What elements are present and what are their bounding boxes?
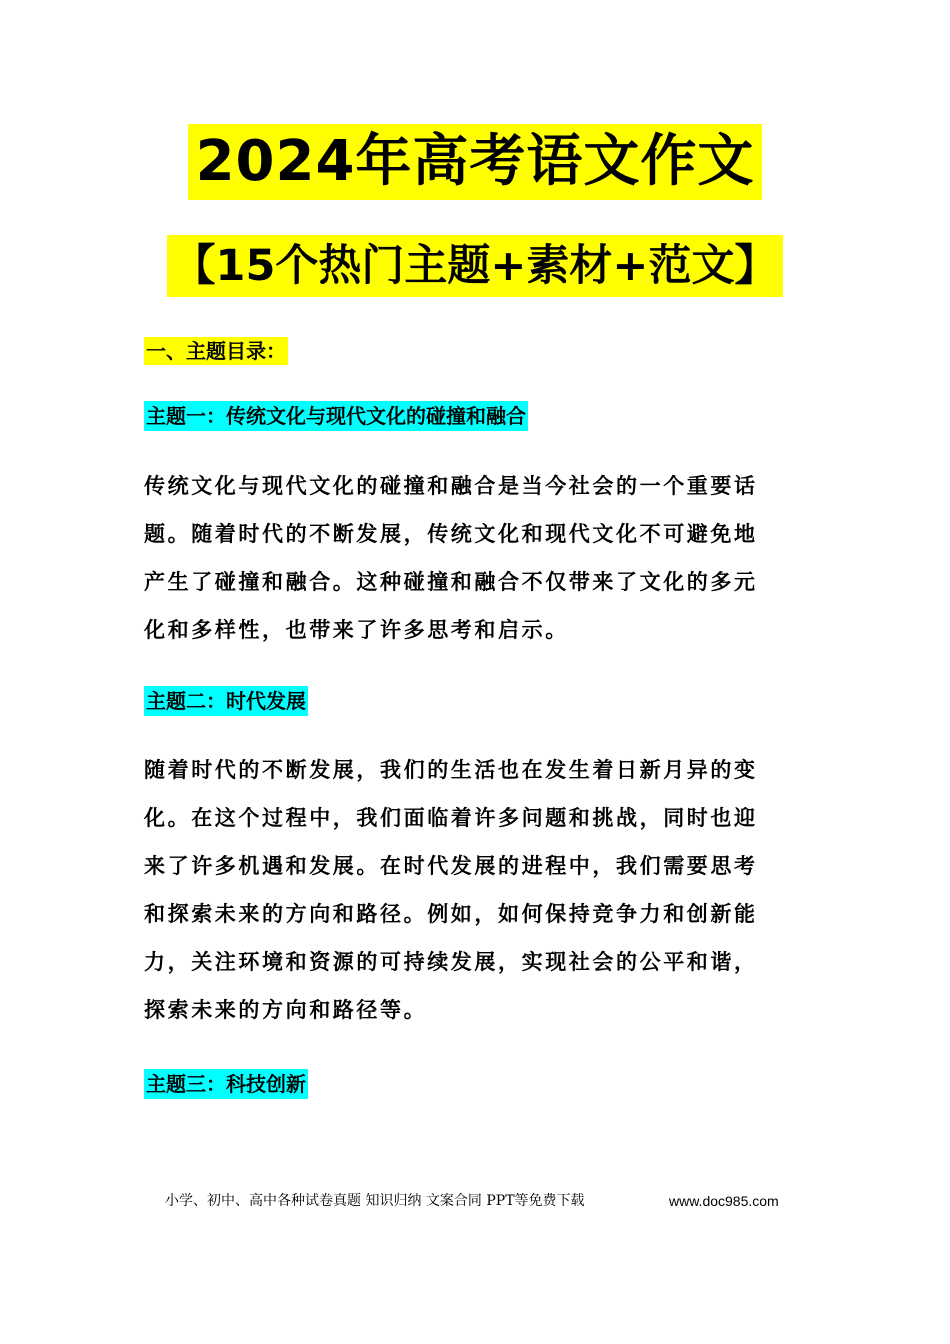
paragraph-line: 化和多样性，也带来了许多思考和启示。: [144, 618, 569, 642]
document-title: [0, 124, 950, 200]
topic-heading-1: 主题一：传统文化与现代文化的碰撞和融合: [144, 401, 528, 431]
footer-url-link[interactable]: www.doc985.com: [669, 1193, 779, 1209]
document-subtitle-text: 【15个热门主题+素材+范文】: [167, 235, 784, 297]
topic-paragraph-1: [144, 462, 814, 654]
topic-heading-2: 主题二：时代发展: [144, 686, 308, 716]
paragraph-line: 来了许多机遇和发展。在时代发展的进程中，我们需要思考: [144, 854, 758, 878]
paragraph-line: 力，关注环境和资源的可持续发展，实现社会的公平和谐，: [144, 950, 758, 974]
paragraph-line: 化。在这个过程中，我们面临着许多问题和挑战，同时也迎: [144, 806, 758, 830]
topic-heading-3: 主题三：科技创新: [144, 1069, 308, 1099]
paragraph-line: 传统文化与现代文化的碰撞和融合是当今社会的一个重要话: [144, 474, 758, 498]
document-subtitle: [0, 235, 950, 297]
paragraph-line: 产生了碰撞和融合。这种碰撞和融合不仅带来了文化的多元: [144, 570, 758, 594]
paragraph-line: 随着时代的不断发展，我们的生活也在发生着日新月异的变: [144, 758, 758, 782]
paragraph-line: 题。随着时代的不断发展，传统文化和现代文化不可避免地: [144, 522, 758, 546]
footer-text: 小学、初中、高中各种试卷真题 知识归纳 文案合同 PPT等免费下载: [165, 1193, 585, 1209]
paragraph-line: 探索未来的方向和路径等。: [144, 998, 428, 1022]
section-heading-topic-list: 一、主题目录：: [146, 339, 286, 363]
document-title-text: 2024年高考语文作文: [188, 124, 763, 200]
paragraph-line: 和探索未来的方向和路径。例如，如何保持竞争力和创新能: [144, 902, 758, 926]
topic-paragraph-2: [144, 746, 814, 1034]
